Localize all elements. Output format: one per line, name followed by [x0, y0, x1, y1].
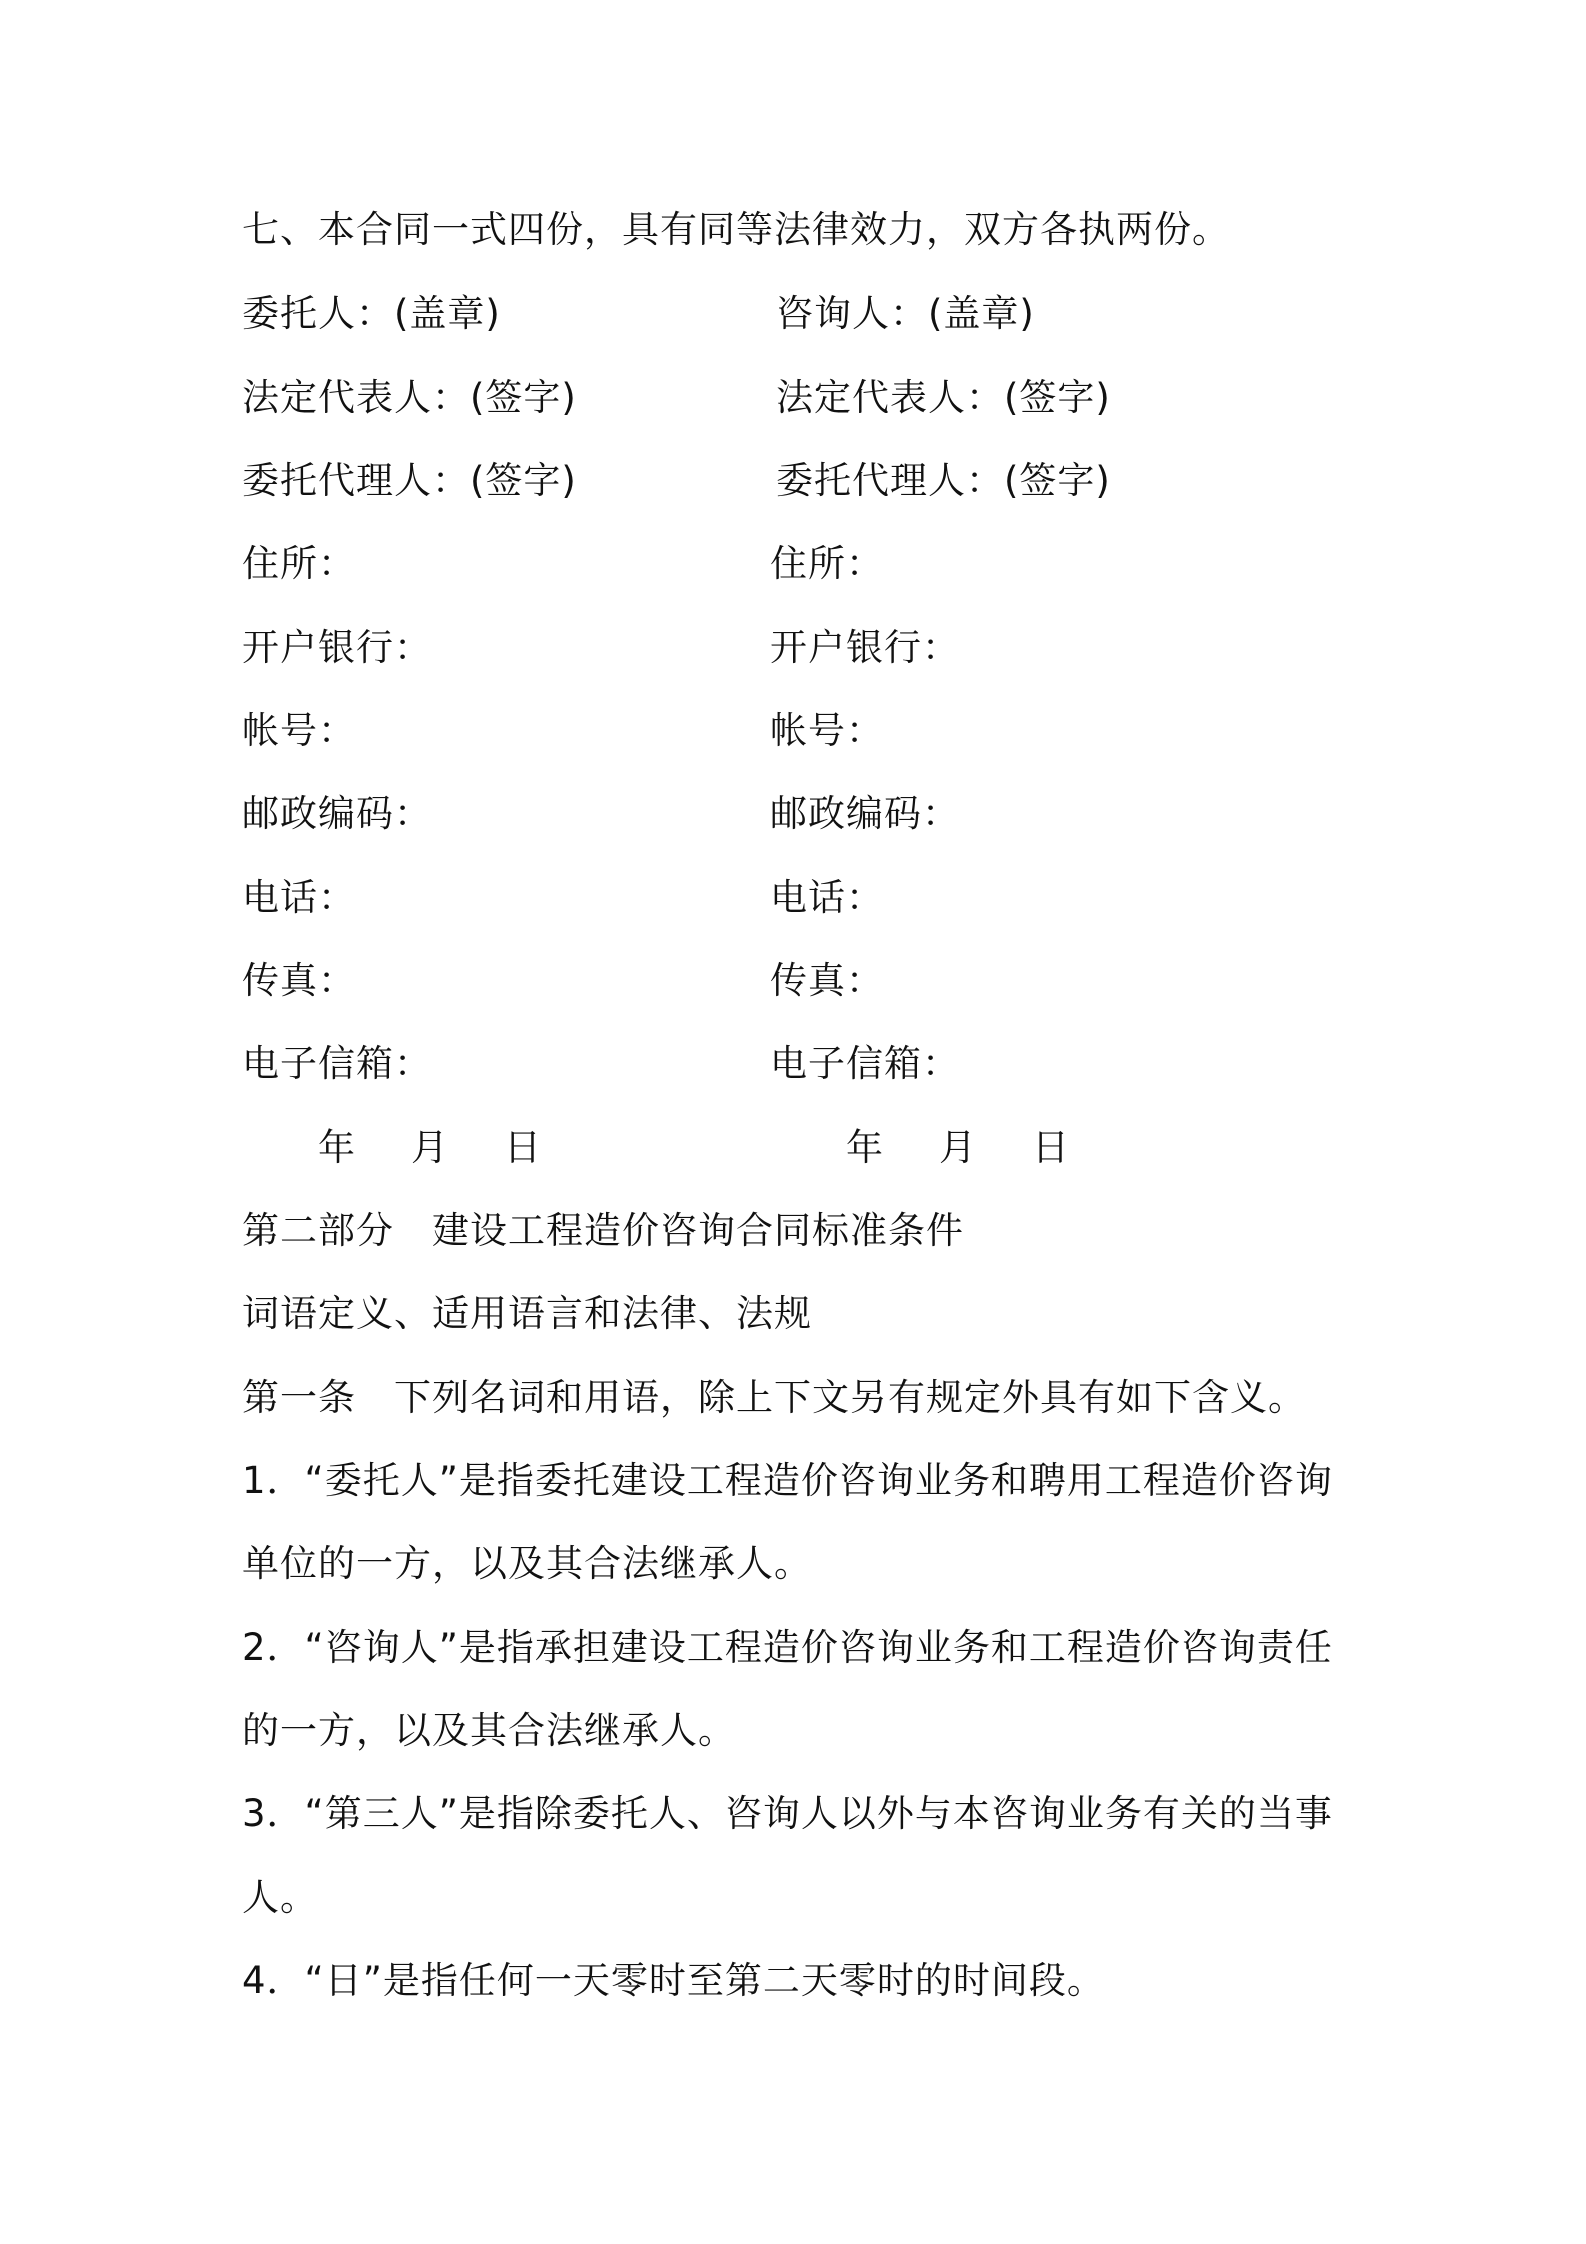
definition-1-line-2: 单位的一方，以及其合法继承人。 [242, 1542, 812, 1585]
section-title: 词语定义、适用语言和法律、法规 [242, 1292, 812, 1335]
consultant-fax: 传真： [770, 959, 884, 1002]
client-authorized-agent: 委托代理人：(签字) [242, 459, 577, 502]
month-label: 月 [411, 1126, 448, 1169]
definition-1-line-1: 1．“委托人”是指委托建设工程造价咨询业务和聘用工程造价咨询 [242, 1459, 1333, 1502]
client-seal: 委托人：(盖章) [242, 292, 501, 335]
consultant-phone: 电话： [770, 876, 884, 919]
client-address: 住所： [242, 542, 356, 585]
definition-2-line-1: 2．“咨询人”是指承担建设工程造价咨询业务和工程造价咨询责任 [242, 1626, 1333, 1669]
definition-3-line-2: 人。 [242, 1876, 318, 1919]
client-legal-representative: 法定代表人：(签字) [242, 376, 577, 419]
year-label: 年 [318, 1126, 355, 1169]
client-fax: 传真： [242, 959, 356, 1002]
definition-3-line-1: 3．“第三人”是指除委托人、咨询人以外与本咨询业务有关的当事 [242, 1792, 1333, 1835]
consultant-email: 电子信箱： [770, 1042, 960, 1085]
part-two-title: 第二部分 建设工程造价咨询合同标准条件 [242, 1209, 964, 1252]
client-phone: 电话： [242, 876, 356, 919]
consultant-bank: 开户银行： [770, 626, 960, 669]
consultant-account: 帐号： [770, 709, 884, 752]
consultant-date [846, 1124, 1069, 1172]
article-one: 第一条 下列名词和用语，除上下文另有规定外具有如下含义。 [242, 1376, 1306, 1419]
consultant-postal-code: 邮政编码： [770, 792, 960, 835]
client-email: 电子信箱： [242, 1042, 432, 1085]
consultant-authorized-agent: 委托代理人：(签字) [776, 459, 1111, 502]
definition-4-line-1: 4．“日”是指任何一天零时至第二天零时的时间段。 [242, 1959, 1105, 2002]
clause-seven: 七、本合同一式四份，具有同等法律效力，双方各执两份。 [242, 208, 1230, 251]
day-label: 日 [1032, 1126, 1069, 1169]
consultant-seal: 咨询人：(盖章) [776, 292, 1035, 335]
client-account: 帐号： [242, 709, 356, 752]
client-date [318, 1124, 541, 1172]
year-label: 年 [846, 1126, 883, 1169]
day-label: 日 [504, 1126, 541, 1169]
client-bank: 开户银行： [242, 626, 432, 669]
client-postal-code: 邮政编码： [242, 792, 432, 835]
consultant-legal-representative: 法定代表人：(签字) [776, 376, 1111, 419]
month-label: 月 [939, 1126, 976, 1169]
definition-2-line-2: 的一方，以及其合法继承人。 [242, 1709, 736, 1752]
consultant-address: 住所： [770, 542, 884, 585]
